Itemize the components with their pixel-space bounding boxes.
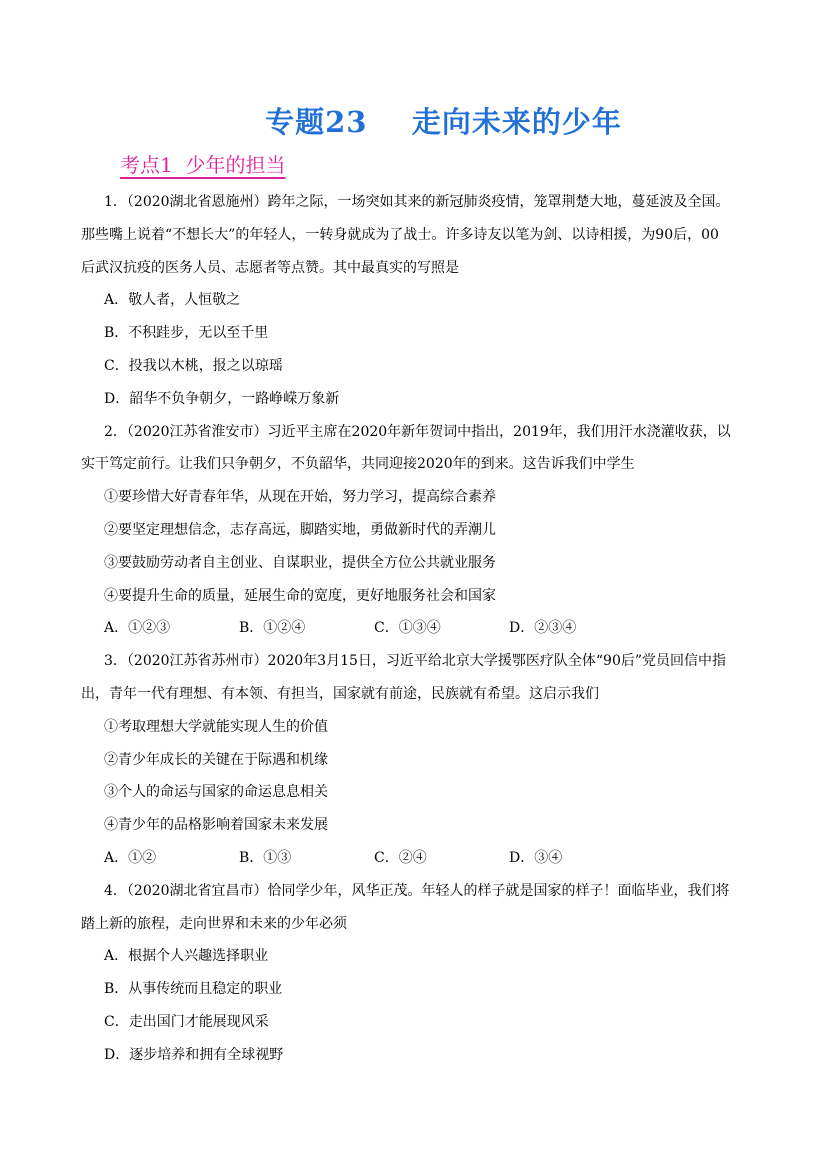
answer-option-d: D．逐步培养和拥有全球视野: [104, 1046, 284, 1063]
answer-option-d: D．韶华不负争朝夕，一路峥嵘万象新: [104, 390, 340, 407]
answer-option-b: B．从事传统而且稳定的职业: [104, 981, 283, 998]
statement-2: ②要坚定理想信念，志存高远，脚踏实地，勇做新时代的弄潮儿: [104, 521, 496, 538]
question-stem-line: 4．（2020湖北省宜昌市）恰同学少年，风华正茂。年轻人的样子就是国家的样子！面临毕业，我们将: [104, 882, 730, 899]
question-stem-line: 2．（2020江苏省淮安市）习近平主席在2020年新年贺词中指出，2019年，我们用汗水浇灌收获，以: [104, 423, 731, 440]
question-2: [81, 416, 761, 646]
answer-option-c: C．②④: [374, 849, 427, 866]
answer-option-a: A．敬人者，人恒敬之: [104, 292, 241, 309]
statement-3: ③个人的命运与国家的命运息息相关: [104, 784, 328, 801]
statement-4: ④要提升生命的质量，延展生命的宽度，更好地服务社会和国家: [104, 587, 496, 604]
question-stem-line: 1．（2020湖北省恩施州）跨年之际，一场突如其来的新冠肺炎疫情，笼罩荆楚大地，蔓延波及全国。: [104, 194, 730, 210]
answer-option-c: C．走出国门才能展现风采: [104, 1013, 269, 1030]
answer-choices-row: [81, 842, 761, 875]
question-stem-line: 踏上新的旅程，走向世界和未来的少年必须: [81, 915, 347, 932]
answer-option-c: C．①③④: [374, 620, 441, 637]
question-stem-line: 那些嘴上说着“不想长大”的年轻人，一转身就成为了战士。许多诗友以笔为剑、以诗相援，为90后，00: [81, 226, 719, 243]
question-stem-line: 后武汉抗疫的医务人员、志愿者等点赞。其中最真实的写照是: [81, 259, 459, 276]
answer-option-a: A．根据个人兴趣选择职业: [104, 948, 269, 965]
question-1: [81, 186, 761, 416]
question-3: [81, 645, 761, 875]
section-heading: 考点1 少年的担当: [120, 153, 286, 177]
question-list: [81, 186, 761, 1072]
answer-option-a: A．①②: [104, 849, 157, 866]
answer-option-d: D．③④: [509, 849, 563, 866]
question-4: [81, 875, 761, 1072]
statement-1: ①考取理想大学就能实现人生的价值: [104, 718, 328, 735]
question-stem-line: 实干笃定前行。让我们只争朝夕，不负韶华，共同迎接2020年的到来。这告诉我们中学生: [81, 456, 635, 473]
answer-option-c: C．投我以木桃，报之以琼瑶: [104, 357, 283, 374]
statement-1: ①要珍惜大好青春年华，从现在开始，努力学习，提高综合素养: [104, 489, 496, 506]
statement-4: ④青少年的品格影响着国家未来发展: [104, 817, 328, 834]
statement-3: ③要鼓励劳动者自主创业、自谋职业，提供全方位公共就业服务: [104, 554, 496, 571]
answer-choices-row: [81, 612, 761, 645]
question-stem-line: 出，青年一代有理想、有本领、有担当，国家就有前途，民族就有希望。这启示我们: [81, 685, 599, 702]
answer-option-b: B．不积跬步，无以至千里: [104, 325, 269, 342]
page-title: 专题23 走向未来的少年: [265, 105, 622, 139]
question-stem-line: 3．（2020江苏省苏州市）2020年3月15日，习近平给北京大学援鄂医疗队全体“90后”党员回信中指: [104, 653, 727, 670]
answer-option-b: B．①②④: [239, 620, 306, 637]
statement-2: ②青少年成长的关键在于际遇和机缘: [104, 751, 328, 768]
answer-option-b: B．①③: [239, 849, 292, 866]
answer-option-a: A．①②③: [104, 620, 171, 637]
answer-option-d: D．②③④: [509, 620, 577, 637]
